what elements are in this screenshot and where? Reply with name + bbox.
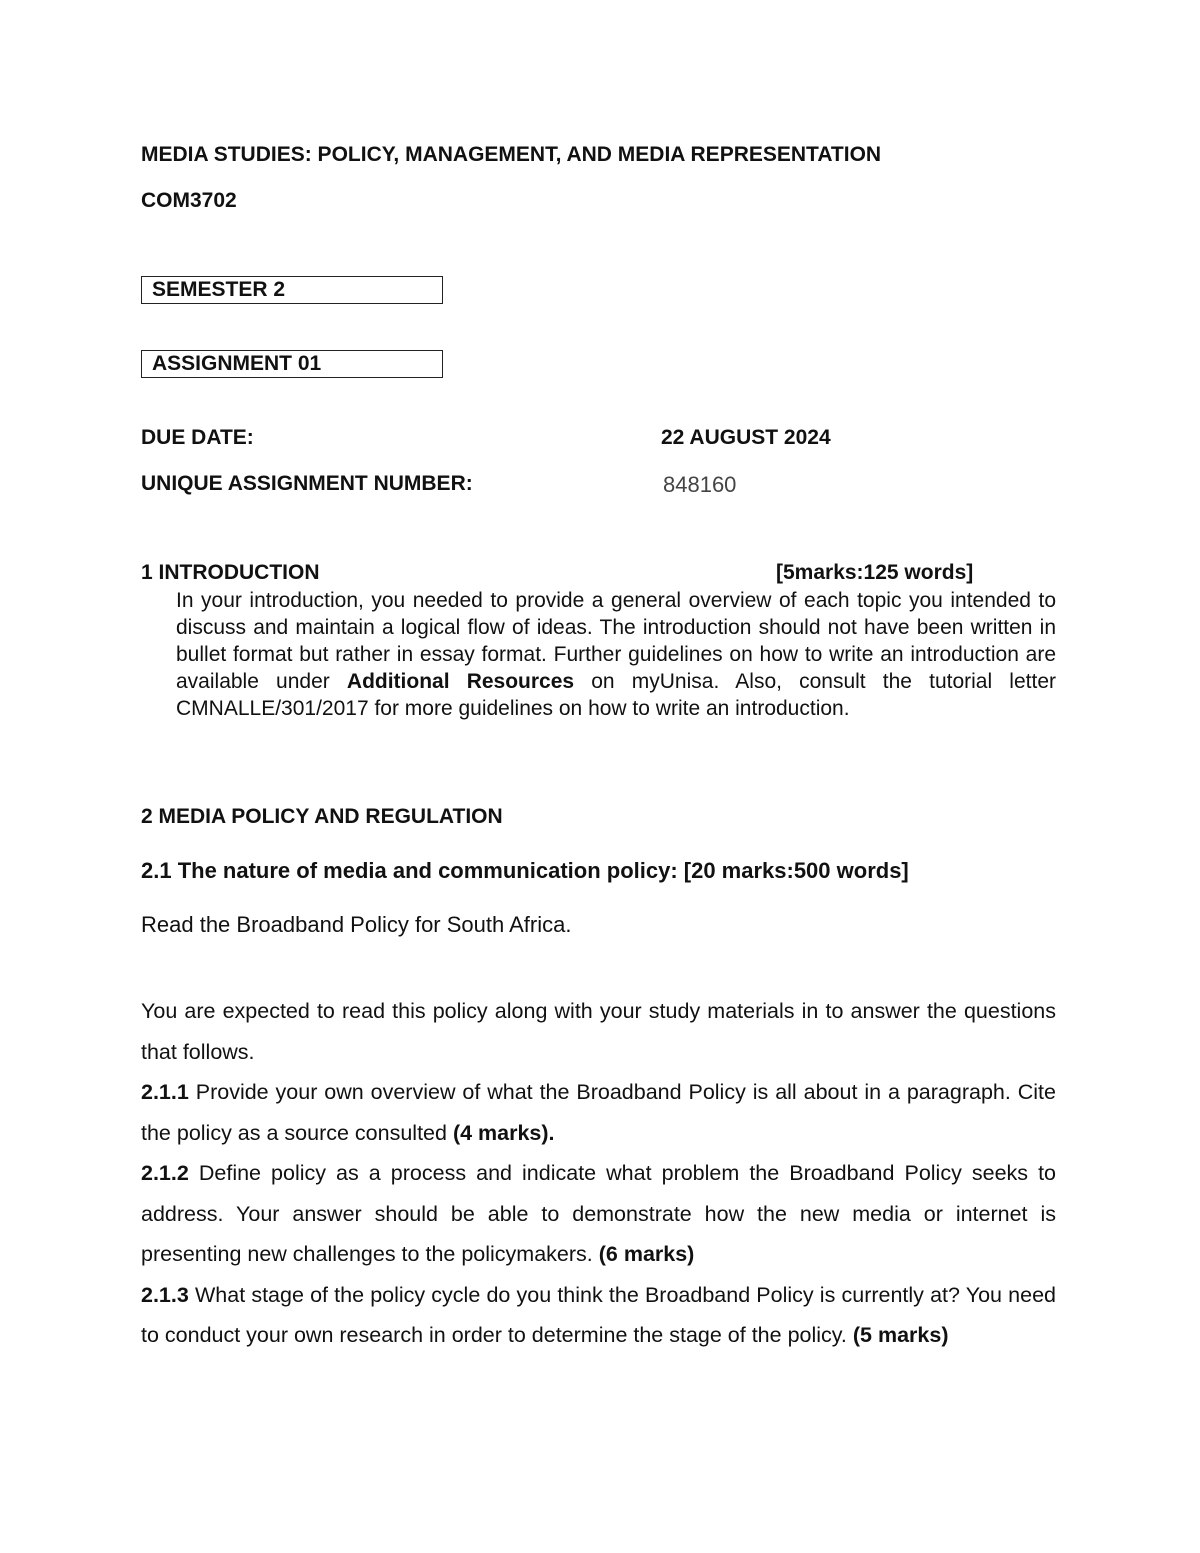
- question-number: 2.1.2: [141, 1161, 189, 1185]
- due-date-label: DUE DATE:: [141, 426, 254, 449]
- section1-heading: 1 INTRODUCTION: [141, 561, 320, 584]
- unique-number-value: 848160: [663, 472, 737, 497]
- intro-text-part2: on myUnisa. Also, consult the tutorial letter CMNALLE/301/2017 for more guidelines on how to write an introduction.: [176, 670, 1056, 720]
- section2-heading: 2 MEDIA POLICY AND REGULATION: [141, 805, 503, 828]
- questions-block: [141, 991, 1056, 1356]
- intro-text-bold: Additional Resources: [346, 670, 575, 693]
- course-code: COM3702: [141, 189, 237, 212]
- read-instruction: Read the Broadband Policy for South Africa.: [141, 912, 572, 937]
- question-text: Provide your own overview of what the Broadband Policy is all about in a paragraph. Cite the policy as a source consulted: [141, 1080, 1056, 1145]
- intro-text-part1: In your introduction, you needed to provide a general overview of each topic you intended to discuss and maintain a logical flow of ideas. The introduction should not have been written in bullet format but rather in essay format. Further guidelines on how to write an introduction are available under: [176, 589, 1056, 693]
- intro-paragraph: [176, 587, 1056, 722]
- question-item: [141, 1275, 1056, 1356]
- expected-paragraph: You are expected to read this policy along with your study materials in to answer the questions that follows.: [141, 999, 1056, 1064]
- question-number: 2.1.1: [141, 1080, 189, 1104]
- section1-marks: [5marks:125 words]: [776, 561, 974, 584]
- due-date-value: 22 AUGUST 2024: [661, 426, 831, 449]
- semester-box: SEMESTER 2: [141, 276, 443, 304]
- unique-number-label: UNIQUE ASSIGNMENT NUMBER:: [141, 472, 473, 495]
- assignment-box: ASSIGNMENT 01: [141, 350, 443, 378]
- question-marks: (5 marks): [852, 1323, 949, 1347]
- question-item: [141, 1072, 1056, 1153]
- question-marks: (6 marks): [598, 1242, 695, 1266]
- section2-subheading: 2.1 The nature of media and communication policy: [20 marks:500 words]: [141, 858, 909, 883]
- question-item: [141, 1153, 1056, 1275]
- course-title: MEDIA STUDIES: POLICY, MANAGEMENT, AND MEDIA REPRESENTATION: [141, 143, 882, 166]
- question-text: Define policy as a process and indicate what problem the Broadband Policy seeks to address. Your answer should be able to demonstrate how the new media or internet is presenting new challenges to the policymakers.: [141, 1161, 1056, 1266]
- question-text: What stage of the policy cycle do you think the Broadband Policy is currently at? You need to conduct your own research in order to determine the stage of the policy.: [141, 1282, 1056, 1347]
- question-marks: (4 marks).: [452, 1120, 555, 1145]
- question-number: 2.1.3: [141, 1282, 189, 1307]
